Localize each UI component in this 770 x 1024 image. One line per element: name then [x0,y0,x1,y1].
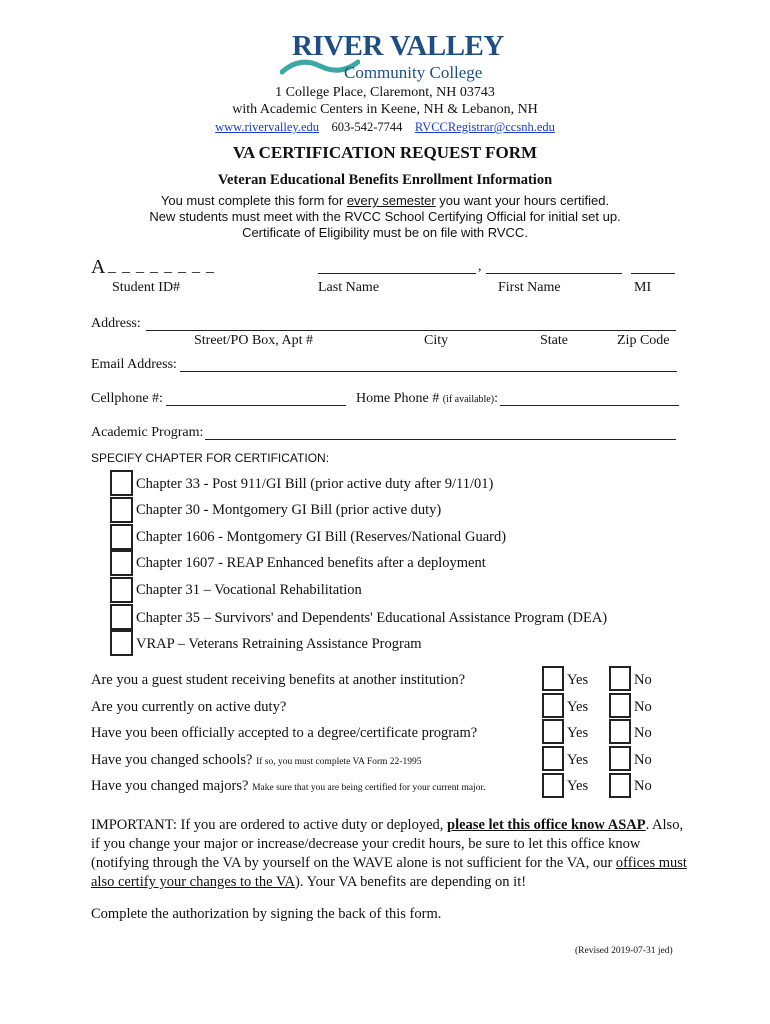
chapter-31-checkbox[interactable] [110,577,133,603]
question-changed-schools: Have you changed schools? If so, you must complete VA Form 22-1995 [91,752,422,768]
changed-schools-yes-checkbox[interactable] [542,746,564,771]
important-notice: IMPORTANT: If you are ordered to active duty or deployed, please let this office know ASAP. Also, if you change your major or increase/decrease your credit hours, be sure to let this office know (notifying through the VA by yourself on the WAVE alone is not sufficient for the VA, our offices must also certify your changes to the VA). Your VA benefits are depending on it! [91,817,687,890]
question-active-duty: Are you currently on active duty? [91,699,287,715]
yes-label: Yes [567,725,589,741]
no-label: No [634,778,652,794]
email-field[interactable] [180,371,677,372]
website-link[interactable]: www.rivervalley.edu [215,120,320,134]
cellphone-label: Cellphone #: [91,391,163,406]
address-field[interactable] [146,330,676,331]
logo-wordmark: RIVER VALLEY [292,30,504,62]
form-title: VA CERTIFICATION REQUEST FORM [232,143,538,162]
changed-schools-no-checkbox[interactable] [609,746,631,771]
form-subtitle: Veteran Educational Benefits Enrollment Information [217,172,553,188]
active-duty-yes-checkbox[interactable] [542,693,564,718]
yes-label: Yes [567,778,589,794]
intro-line-3: Certificate of Eligibility must be on file with RVCC. [242,225,528,240]
state-label: State [540,333,568,348]
accepted-yes-checkbox[interactable] [542,719,564,744]
mi-label: MI [634,280,652,295]
student-id-label: Student ID# [112,280,181,295]
yes-label: Yes [567,699,589,715]
last-name-label: Last Name [318,280,380,295]
mi-field[interactable] [631,273,675,274]
address-line-2: with Academic Centers in Keene, NH & Lebanon, NH [232,102,538,117]
last-name-field[interactable] [318,273,476,274]
first-name-label: First Name [498,280,561,295]
chapter-31-label: Chapter 31 – Vocational Rehabilitation [136,582,362,598]
changed-majors-no-checkbox[interactable] [609,773,631,798]
chapter-35-checkbox[interactable] [110,604,133,630]
academic-program-label: Academic Program: [91,425,204,440]
intro-line-1: You must complete this form for every semester you want your hours certified. [160,193,610,208]
contact-line [0,118,770,136]
home-phone-label: Home Phone # (if available): [356,391,498,406]
address-label: Address: [91,316,141,331]
no-label: No [634,725,652,741]
no-label: No [634,699,652,715]
academic-program-field[interactable] [205,439,676,440]
guest-student-yes-checkbox[interactable] [542,666,564,691]
revision-note: (Revised 2019-07-31 jed) [575,946,673,956]
chapter-30-checkbox[interactable] [110,497,133,523]
zip-label: Zip Code [617,333,670,348]
street-label: Street/PO Box, Apt # [194,333,314,348]
vrap-label: VRAP – Veterans Retraining Assistance Program [136,636,422,652]
chapter-1606-label: Chapter 1606 - Montgomery GI Bill (Reserves/National Guard) [136,529,507,545]
college-logo [280,28,504,84]
guest-student-no-checkbox[interactable] [609,666,631,691]
chapter-1606-checkbox[interactable] [110,524,133,550]
chapter-1607-label: Chapter 1607 - REAP Enhanced benefits after a deployment [136,555,486,571]
no-label: No [634,672,652,688]
chapter-1607-checkbox[interactable] [110,550,133,576]
chapter-33-label: Chapter 33 - Post 911/GI Bill (prior active duty after 9/11/01) [136,476,494,492]
email-link[interactable]: RVCCRegistrar@ccsnh.edu [414,120,555,134]
city-label: City [424,333,449,348]
student-id-field[interactable]: _ _ _ _ _ _ _ _ [108,258,215,275]
chapter-33-checkbox[interactable] [110,470,133,496]
question-accepted: Have you been officially accepted to a degree/certificate program? [91,725,478,741]
chapter-30-label: Chapter 30 - Montgomery GI Bill (prior active duty) [136,502,442,518]
student-id-prefix: A [91,256,106,278]
active-duty-no-checkbox[interactable] [609,693,631,718]
chapter-35-label: Chapter 35 – Survivors' and Dependents' Educational Assistance Program (DEA) [136,610,608,626]
question-guest-student: Are you a guest student receiving benefits at another institution? [91,672,466,688]
no-label: No [634,752,652,768]
question-changed-majors: Have you changed majors? Make sure that you are being certified for your current major. [91,778,486,794]
yes-label: Yes [567,752,589,768]
comma-separator: , [478,259,482,274]
home-phone-field[interactable] [500,405,679,406]
changed-majors-yes-checkbox[interactable] [542,773,564,798]
closing-instruction: Complete the authorization by signing the back of this form. [91,906,442,922]
yes-label: Yes [567,672,589,688]
chapter-heading: SPECIFY CHAPTER FOR CERTIFICATION: [91,451,330,465]
intro-line-2: New students must meet with the RVCC School Certifying Official for initial set up. [149,209,621,224]
first-name-field[interactable] [486,273,622,274]
email-label: Email Address: [91,357,177,372]
accepted-no-checkbox[interactable] [609,719,631,744]
logo-subtitle: Community College [344,63,483,82]
address-line-1: 1 College Place, Claremont, NH 03743 [275,85,495,100]
vrap-checkbox[interactable] [110,630,133,656]
phone-number: 603-542-7744 [331,120,403,134]
cellphone-field[interactable] [166,405,346,406]
